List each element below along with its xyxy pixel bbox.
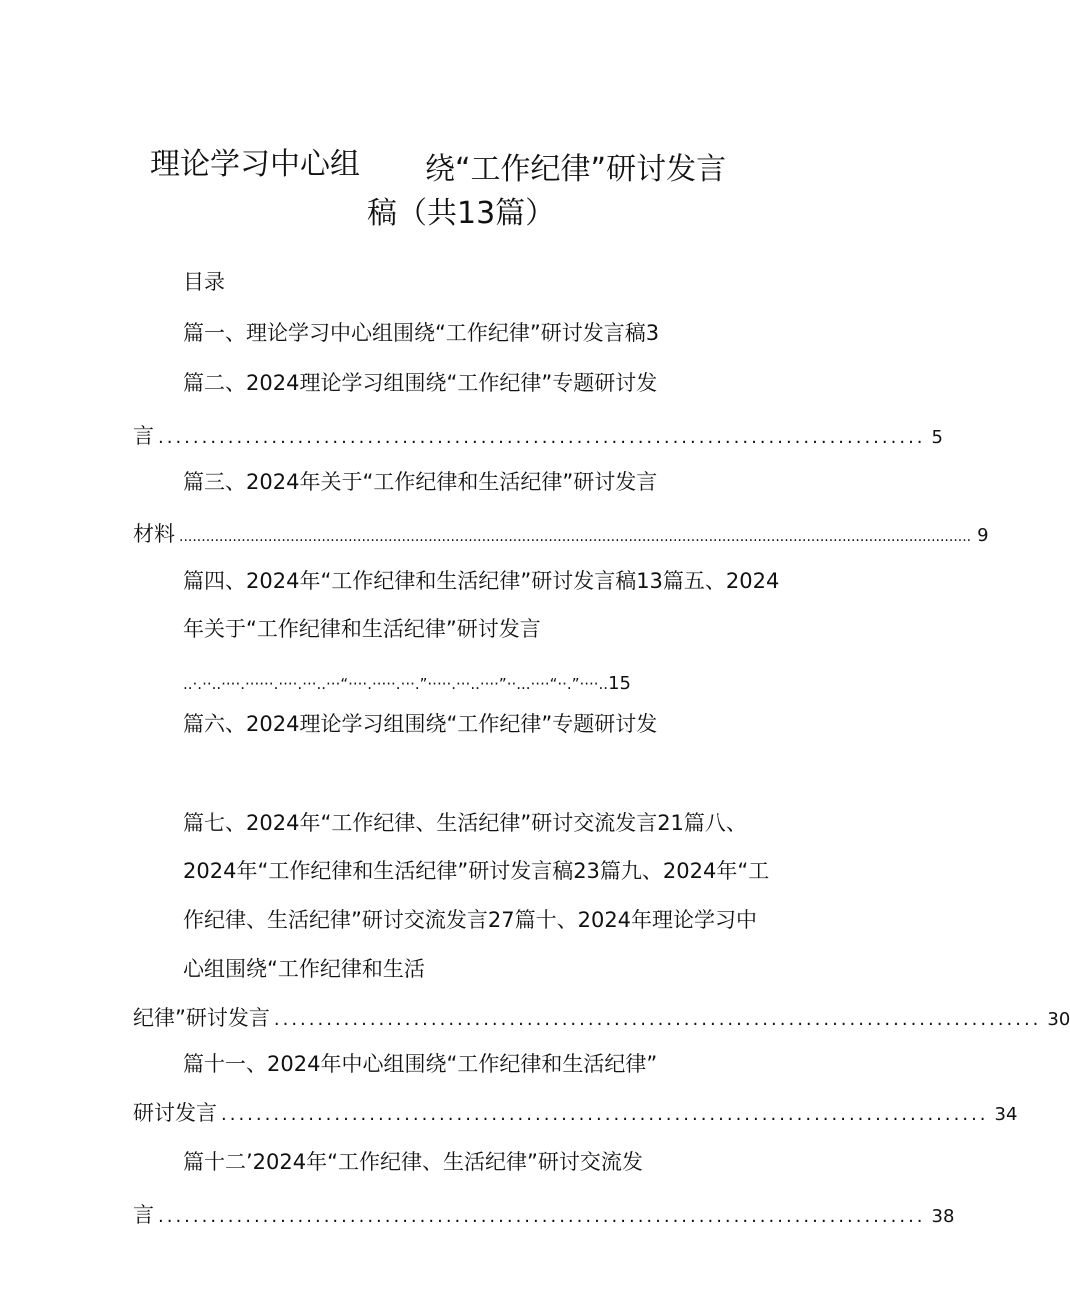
toc-entry-2-continuation: 言 — [133, 424, 154, 448]
toc-entry-11-page: 34 — [994, 1104, 1018, 1125]
toc-entry-12-leader-row[interactable] — [133, 1201, 955, 1231]
toc-entry-6[interactable]: 篇六、2024理论学习组围绕“工作纪律”专题研讨发 — [183, 712, 658, 736]
toc-entry-2-page: 5 — [931, 427, 943, 448]
toc-entry-3-page: 9 — [977, 525, 989, 546]
toc-entry-9[interactable]: 作纪律、生活纪律”研讨交流发言27篇十、2024年理论学习中 — [183, 908, 758, 932]
toc-entry-1[interactable]: 篇一、理论学习中心组围绕“工作纪律”研讨发言稿3 — [183, 321, 660, 345]
scattered-dot-leader: ..·.··..····.······.····.···..···“····.·····.···.”·····.···..····”··...····“··.”····.. — [183, 675, 609, 693]
toc-entry-10[interactable]: 心组围绕“工作纪律和生活 — [183, 957, 425, 981]
toc-entry-3-leader-row[interactable] — [133, 520, 989, 551]
toc-entry-7[interactable]: 篇七、2024年“工作纪律、生活纪律”研讨交流发言21篇八、 — [183, 811, 747, 835]
document-title-part-1: 理论学习中心组 — [150, 147, 360, 182]
dot-leader: ........................................................................................ — [273, 1009, 1042, 1030]
toc-entry-2[interactable]: 篇二、2024理论学习组围绕“工作纪律”专题研讨发 — [183, 371, 658, 395]
dot-leader: ........................................................................................ — [158, 427, 926, 448]
toc-entry-10-leader-row[interactable] — [133, 1004, 1070, 1034]
toc-entry-3[interactable]: 篇三、2024年关于“工作纪律和生活纪律”研讨发言 — [183, 470, 658, 494]
toc-entry-11[interactable]: 篇十一、2024年中心组围绕“工作纪律和生活纪律” — [183, 1052, 658, 1076]
dot-leader: .................................................................................................................................................................................. — [179, 529, 972, 545]
toc-entry-12-continuation: 言 — [133, 1203, 154, 1227]
toc-entry-4[interactable]: 篇四、2024年“工作纪律和生活纪律”研讨发言稿13篇五、2024 — [183, 569, 780, 593]
dot-leader: ........................................................................................ — [221, 1104, 989, 1125]
toc-entry-8[interactable]: 2024年“工作纪律和生活纪律”研讨发言稿23篇九、2024年“工 — [183, 859, 770, 883]
toc-entry-12-page: 38 — [931, 1206, 955, 1227]
toc-entry-10-page: 30 — [1047, 1009, 1070, 1030]
toc-entry-5-continuation[interactable]: 年关于“工作纪律和生活纪律”研讨发言 — [183, 617, 541, 641]
toc-heading: 目录 — [183, 270, 225, 294]
toc-entry-12[interactable]: 篇十二’2024年“工作纪律、生活纪律”研讨交流发 — [183, 1150, 643, 1174]
toc-entry-10-continuation: 纪律”研讨发言 — [133, 1006, 270, 1030]
dot-leader: ........................................................................................ — [158, 1206, 926, 1227]
toc-entry-11-continuation: 研讨发言 — [133, 1101, 217, 1125]
toc-entry-5-page: 15 — [608, 673, 631, 694]
toc-entry-3-continuation: 材料 — [133, 522, 175, 546]
toc-entry-2-leader-row[interactable] — [133, 422, 943, 452]
toc-entry-11-leader-row[interactable] — [133, 1099, 1018, 1129]
document-title-part-2: 绕“工作纪律”研讨发言 — [425, 152, 727, 187]
document-title-part-3: 稿（共13篇） — [367, 196, 556, 231]
toc-entry-5-leader-row[interactable] — [183, 673, 631, 695]
